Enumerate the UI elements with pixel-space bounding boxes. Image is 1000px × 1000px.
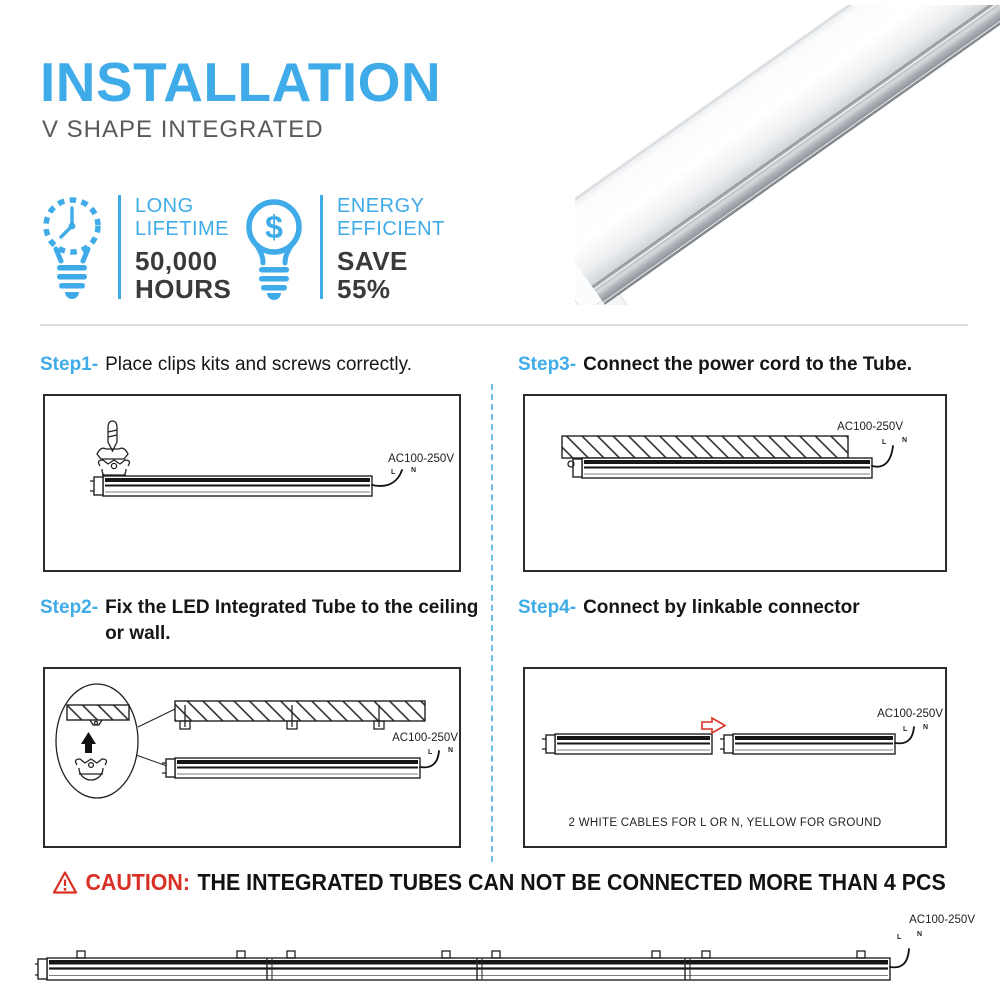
caution-row [52,867,1000,897]
step4-text: Connect by linkable connector [583,597,860,618]
section-divider [40,324,968,326]
product-image [575,5,1000,305]
feature-energy-efficient [238,193,445,303]
feature-long-lifetime [36,193,231,303]
zoom-ellipse [56,684,138,798]
line-label: L [882,439,887,446]
step2-text: Fix the LED Integrated Tube to the ceiling or wall. [105,597,479,644]
step3-heading [518,352,963,378]
feature-line: LIFETIME [135,218,230,240]
neutral-label: N [448,747,454,754]
feature-value: SAVE [337,246,408,276]
page-title: INSTALLATION [40,51,442,113]
step1-diagram [43,394,461,572]
badge-divider [118,195,121,299]
voltage-label: AC100-250V [388,453,454,465]
led-tube [162,758,420,778]
led-tube [568,458,872,478]
warning-triangle-icon [52,870,78,895]
step2-label: Step2- [40,597,99,618]
linked-tubes-diagram [35,903,980,998]
line-label: L [391,469,396,476]
lightbulb-dollar-icon [238,193,310,301]
wall-hatch [67,705,129,720]
connect-arrow-icon [702,718,725,733]
step1-heading [40,352,485,378]
feature-line: EFFICIENT [337,218,445,240]
feature-value: 55% [337,274,391,304]
feature-value: 50,000 [135,246,218,276]
power-cord [872,446,893,467]
ceiling-hatch [562,436,848,458]
caution-text: THE INTEGRATED TUBES CAN NOT BE CONNECTED MORE THAN 4 PCS [197,868,946,895]
mounting-clips [77,951,865,958]
voltage-label: AC100-250V [392,732,458,744]
voltage-label: AC100-250V [837,421,903,433]
line-label: L [897,934,902,941]
badge-divider [320,195,323,299]
led-tube [90,476,372,496]
led-tube-right [720,734,895,754]
neutral-label: N [917,931,923,938]
feature-line: ENERGY [337,195,425,217]
led-tube-photo [575,5,1000,305]
led-tube-chain [35,958,890,980]
step3-label: Step3- [518,354,577,375]
line-label: L [428,749,433,756]
neutral-label: N [902,437,908,444]
voltage-label: AC100-250V [909,914,975,926]
step1-text: Place clips kits and screws correctly. [105,354,412,375]
power-cord [890,949,909,967]
neutral-label: N [923,724,929,731]
cable-note: 2 WHITE CABLES FOR L OR N, YELLOW FOR GROUND [568,817,882,829]
line-label: L [903,726,908,733]
feature-value: HOURS [135,274,232,304]
step3-diagram [523,394,947,572]
step2-diagram [43,667,461,848]
step4-diagram [523,667,947,848]
mounting-clip-icon [76,759,107,780]
feature-line: LONG [135,195,194,217]
neutral-label: N [411,467,417,474]
led-tube-left [542,734,712,754]
step4-label: Step4- [518,597,577,618]
step1-label: Step1- [40,354,99,375]
power-cord [372,470,402,486]
step2-heading [40,595,492,647]
dollar-symbol: $ [265,209,283,245]
caution-label: CAUTION: [85,868,191,895]
ceiling-hatch [175,701,425,721]
screw-icon [97,421,128,459]
up-arrow-icon [81,732,96,753]
step3-text: Connect the power cord to the Tube. [583,354,913,375]
page-subtitle: V SHAPE INTEGRATED [42,116,324,143]
lightbulb-clock-icon [36,193,108,301]
step4-heading [518,595,963,621]
clip-on-wall-icon [90,720,102,725]
voltage-label: AC100-250V [877,708,943,720]
